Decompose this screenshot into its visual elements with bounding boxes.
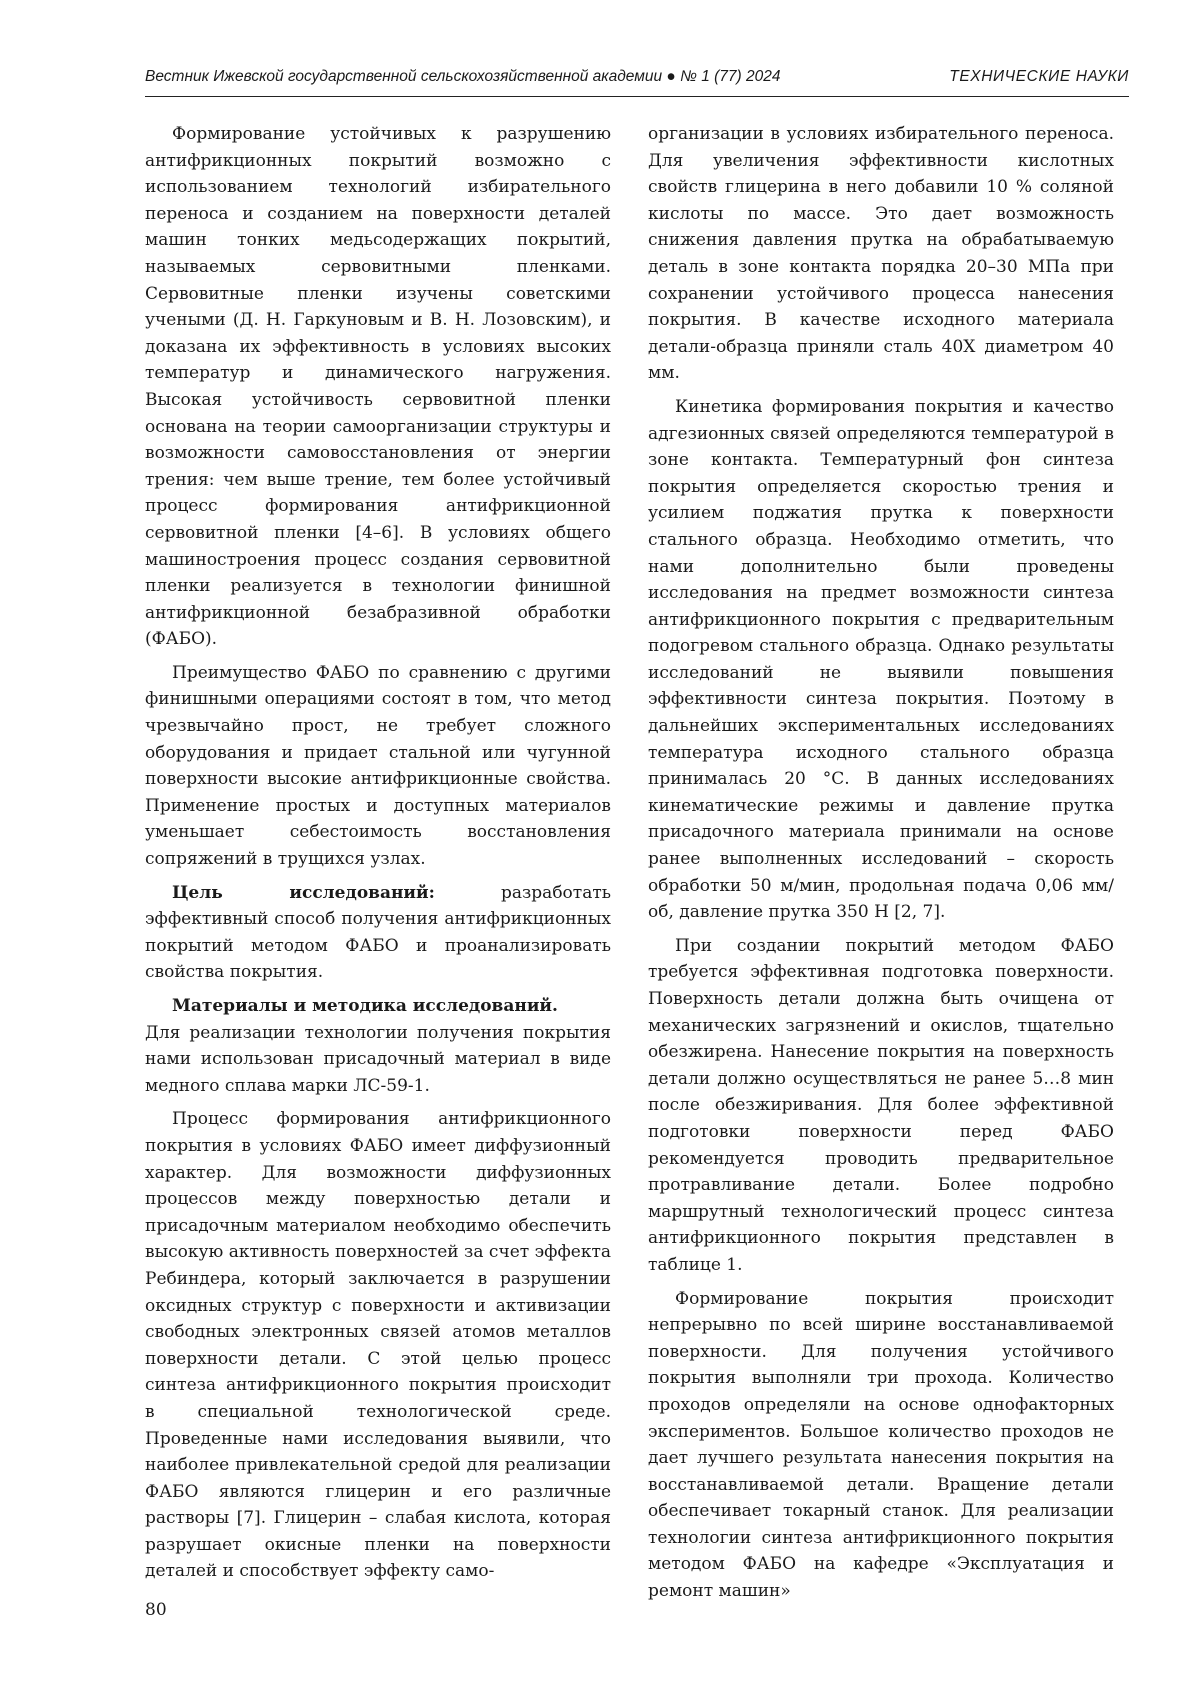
running-header — [145, 68, 1129, 86]
methods-heading — [145, 993, 611, 1020]
methods-label: Материалы и методика исследований. — [172, 996, 558, 1016]
paragraph: организации в условиях избирательного переноса. Для увеличения эффективности кислотных свойств глицерина в него добавили 10 % соляной кислоты по массе. Это дает возможность снижения давления прутка на обрабатываемую деталь в зоне контакта порядка 20–30 МПа при сохранении устойчивого процесса нанесения покрытия. В качестве исходного материала детали-образца приняли сталь 40Х диаметром 40 мм. — [648, 124, 1114, 384]
left-column — [145, 121, 611, 1585]
header-rule — [145, 96, 1129, 97]
page-number: 80 — [145, 1600, 167, 1620]
paragraph: Преимущество ФАБО по сравнению с другими финишными операциями состоят в том, что метод чрезвычайно прост, не требует сложного оборудования и придает стальной или чугунной поверхности высокие антифрикционные свойства. Применение простых и доступных материалов уменьшает себестоимость восстановления сопряжений в трущихся узлах. — [145, 662, 611, 870]
paragraph: Формирование покрытия происходит непрерывно по всей ширине восстанавливаемой поверхности. Для получения устойчивого покрытия выполняли три прохода. Количество проходов определяли на основе однофакторных экспериментов. Большое количество проходов не дает лучшего результата нанесения покрытия на восстанавливаемой детали. Вращение детали обеспечивает токарный станок. Для реализации технологии синтеза антифрикционного покрытия методом ФАБО на кафедре «Эксплуатация и ремонт машин» — [648, 1288, 1114, 1602]
section-title: ТЕХНИЧЕСКИЕ НАУКИ — [949, 68, 1129, 85]
methods-text: Для реализации технологии получения покрытия нами использован присадочный материал в виде медного сплава марки ЛС-59-1. — [145, 1022, 611, 1096]
goal-label: Цель исследований: — [172, 882, 435, 903]
paragraph: Процесс формирования антифрикционного покрытия в условиях ФАБО имеет диффузионный характер. Для возможности диффузионных процессов между поверхностью детали и присадочным материалом необходимо обеспечить высокую активность поверхностей за счет эффекта Ребиндера, который заключается в разрушении оксидных структур с поверхности и активизации свободных электронных связей атомов металлов поверхности детали. С этой целью процесс синтеза антифрикционного покрытия происходит в специальной технологической среде. Проведенные нами исследования выявили, что наиболее привлекательной средой для реализации ФАБО являются глицерин и его различные растворы [7]. Глицерин – слабая кислота, которая разрушает окисные пленки на поверхности деталей и способствует эффекту само- — [145, 1109, 611, 1582]
paragraph: Формирование устойчивых к разрушению антифрикционных покрытий возможно с использованием технологий избирательного переноса и созданием на поверхности деталей машин тонких медьсодержащих покрытий, называемых сервовитными пленками. Сервовитные пленки изучены советскими учеными (Д. Н. Гаркуновым и В. Н. Лозовским), и доказана их эффективность в условиях высоких температур и динамического нагружения. Высокая устойчивость сервовитной пленки основана на теории самоорганизации структуры и возможности самовосстановления от энергии трения: чем выше трение, тем более устойчивый процесс формирования антифрикционной сервовитной пленки [4–6]. В условиях общего машиностроения процесс создания сервовитной пленки реализуется в технологии финишной антифрикционной безабразивной обработки (ФАБО). — [145, 124, 611, 650]
paragraph: Кинетика формирования покрытия и качество адгезионных связей определяются температурой в зоне контакта. Температурный фон синтеза покрытия определяется скоростью трения и усилием поджатия прутка к поверхности стального образца. Необходимо отметить, что нами дополнительно были проведены исследования на предмет возможности синтеза антифрикционного покрытия с предварительным подогревом стального образца. Однако результаты исследований не выявили повышения эффективности синтеза покрытия. Поэтому в дальнейших экспериментальных исследованиях температура исходного стального образца принималась 20 °С. В данных исследованиях кинематические режимы и давление прутка присадочного материала принимали на основе ранее выполненных исследований – скорость обработки 50 м/мин, продольная подача 0,06 мм/об, давление прутка 350 Н [2, 7]. — [648, 396, 1114, 923]
paragraph: При создании покрытий методом ФАБО требуется эффективная подготовка поверхности. Поверхность детали должна быть очищена от механических загрязнений и окислов, тщательно обезжирена. Нанесение покрытия на поверхность детали должно осуществляться не ранее 5…8 мин после обезжиривания. Для более эффективной подготовки поверхности перед ФАБО рекомендуется проводить предварительное протравливание детали. Более подробно маршрутный технологический процесс синтеза антифрикционного покрытия представлен в таблице 1. — [648, 935, 1114, 1275]
journal-title: Вестник Ижевской государственной сельскохозяйственной академии ● № 1 (77) 2024 — [145, 68, 781, 85]
goal-text: разработать эффективный способ получения антифрикционных покрытий методом ФАБО и проанализировать свойства покрытия. — [145, 882, 611, 983]
goal-paragraph — [145, 880, 611, 986]
right-column — [648, 121, 1114, 1605]
